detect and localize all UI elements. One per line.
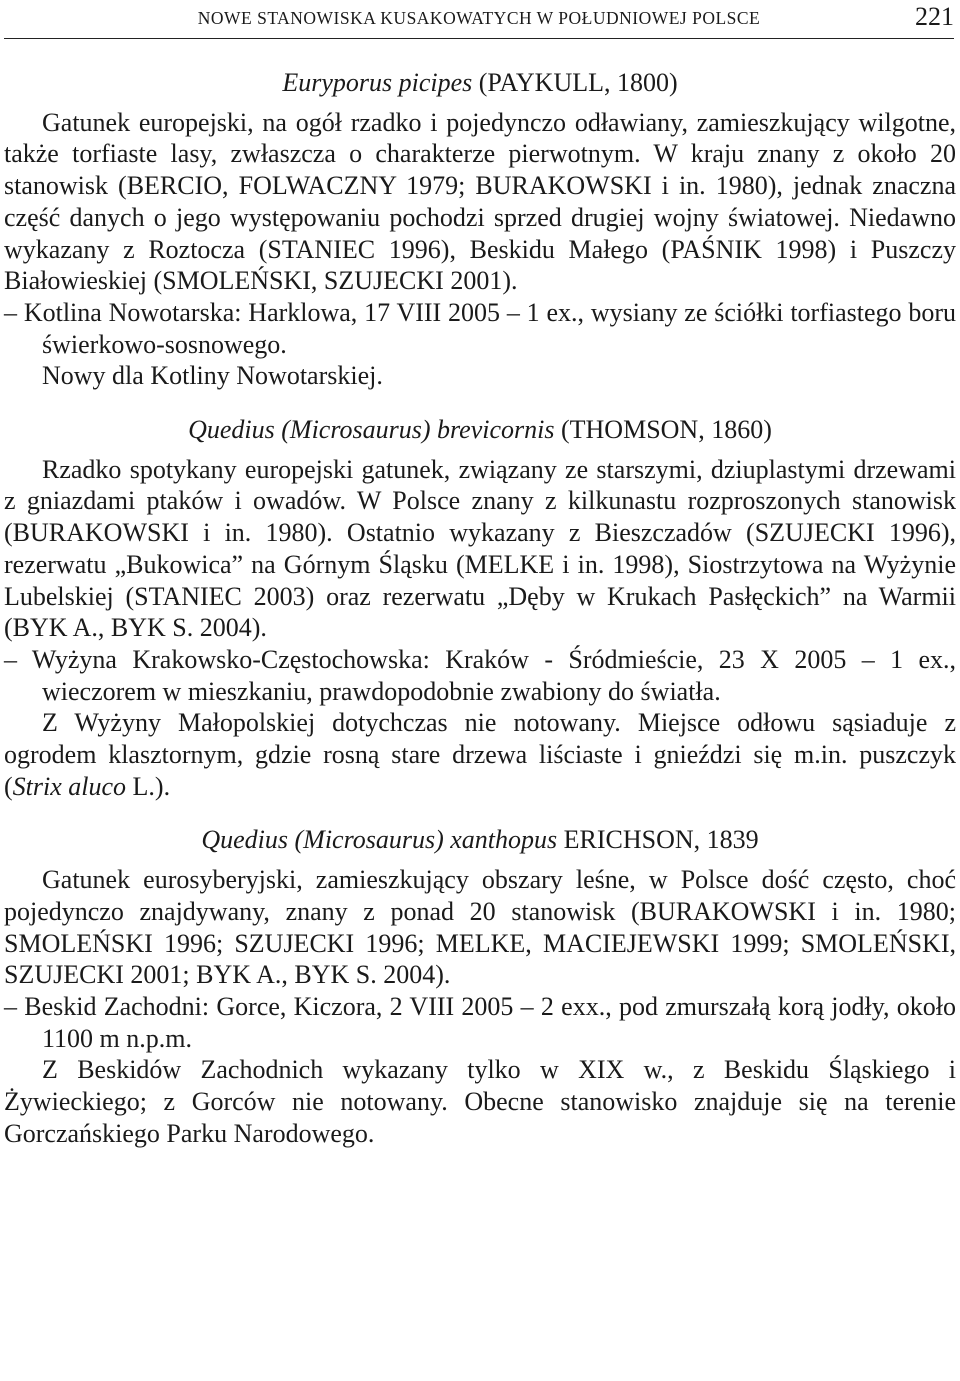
species-heading: Euryporus picipes (PAYKULL, 1800) (282, 68, 678, 97)
species-author: ERICHSON (563, 825, 694, 855)
species-year: , 1839 (693, 825, 759, 855)
species-heading: Quedius (Microsaurus) brevicornis (THOMSON, 1860) (188, 415, 772, 445)
collection-record: – Wyżyna Krakowsko-Częstochowska: Kraków - Śródmieście, 23 X 2005 – 1 ex., wieczorem w mieszkaniu, prawdopodobnie zwabiony do światła. (4, 644, 956, 706)
note-text: L.). (126, 771, 171, 801)
species-description: Rzadko spotykany europejski gatunek, związany ze starszymi, dziuplastymi drzewami z gniazdami ptaków i owadów. W Polsce znany z kilkunastu rozproszonych stanowisk (BURAKOWSKI i in. 1980). Ostatnio wykazany z Bieszczadów (SZUJECKI 1996), rezerwatu „Bukowica” na Górnym Śląsku (MELKE i in. 1998), Siostrzytowa na Wyżynie Lubelskiej (STANIEC 2003) oraz rezerwatu „Dęby w Krukach Pasłęckich” na Warmii (BYK A., BYK S. 2004). (4, 454, 956, 643)
species-name: Euryporus picipes (282, 68, 473, 97)
species-author: THOMSON (569, 415, 699, 445)
note-species: Strix aluco (12, 771, 127, 801)
article-body (4, 67, 956, 1150)
species-heading (4, 824, 956, 856)
species-description: Gatunek europejski, na ogół rzadko i pojedynczo odławiany, zamieszkujący wilgotne, także torfiaste lasy, zwłaszcza o charakterze pierwotnym. W kraju znany z około 20 stanowisk (BERCIO, FOLWACZNY 1979; BURAKOWSKI i in. 1980), jednak znaczna część danych o jego występowaniu pochodzi sprzed drugiej wojny światowej. Niedawno wykazany z Roztocza (STANIEC 1996), Beskidu Małego (PAŚNIK 1998) i Puszczy Białowieskiej (SMOLEŃSKI, SZUJECKI 2001). (4, 107, 956, 296)
collection-record: – Kotlina Nowotarska: Harklowa, 17 VIII 2005 – 1 ex., wysiany ze ściółki torfiastego boru świerkowo-sosnowego. (4, 297, 956, 359)
note-text: Z Wyżyny Małopolskiej dotychczas nie notowany. Miejsce odłowu sąsiaduje z ogrodem klasztornym, gdzie rosną stare drzewa liściaste i gnieździ się m.in. puszczyk ( (4, 708, 956, 801)
species-author: PAYKULL (487, 68, 604, 97)
species-description: Gatunek eurosyberyjski, zamieszkujący obszary leśne, w Polsce dość często, choć pojedynczo znajdywany, znany z ponad 20 stanowisk (BURAKOWSKI i in. 1980; SMOLEŃSKI 1996; SZUJECKI 1996; MELKE, MACIEJEWSKI 1999; SMOLEŃSKI, SZUJECKI 2001; BYK A., BYK S. 2004). (4, 865, 956, 990)
distribution-note: Nowy dla Kotliny Nowotarskiej. (42, 361, 383, 391)
distribution-note (4, 707, 956, 802)
page-header (4, 2, 954, 39)
species-year: , 1800) (603, 68, 678, 97)
species-name: Quedius (Microsaurus) xanthopus (201, 825, 558, 855)
species-name: Quedius (Microsaurus) brevicornis (188, 415, 555, 445)
page-number: 221 (915, 2, 954, 31)
running-head: NOWE STANOWISKA KUSAKOWATYCH W POŁUDNIOWEJ POLSCE (197, 8, 761, 28)
collection-record: – Beskid Zachodni: Gorce, Kiczora, 2 VIII 2005 – 2 exx., pod zmurszałą korą jodły, około 1100 m n.p.m. (4, 991, 956, 1053)
distribution-note: Z Beskidów Zachodnich wykazany tylko w XIX w., z Beskidu Śląskiego i Żywieckiego; z Gorców nie notowany. Obecne stanowisko znajduje się na terenie Gorczańskiego Parku Narodowego. (4, 1055, 956, 1148)
species-year: , 1860) (698, 415, 772, 445)
